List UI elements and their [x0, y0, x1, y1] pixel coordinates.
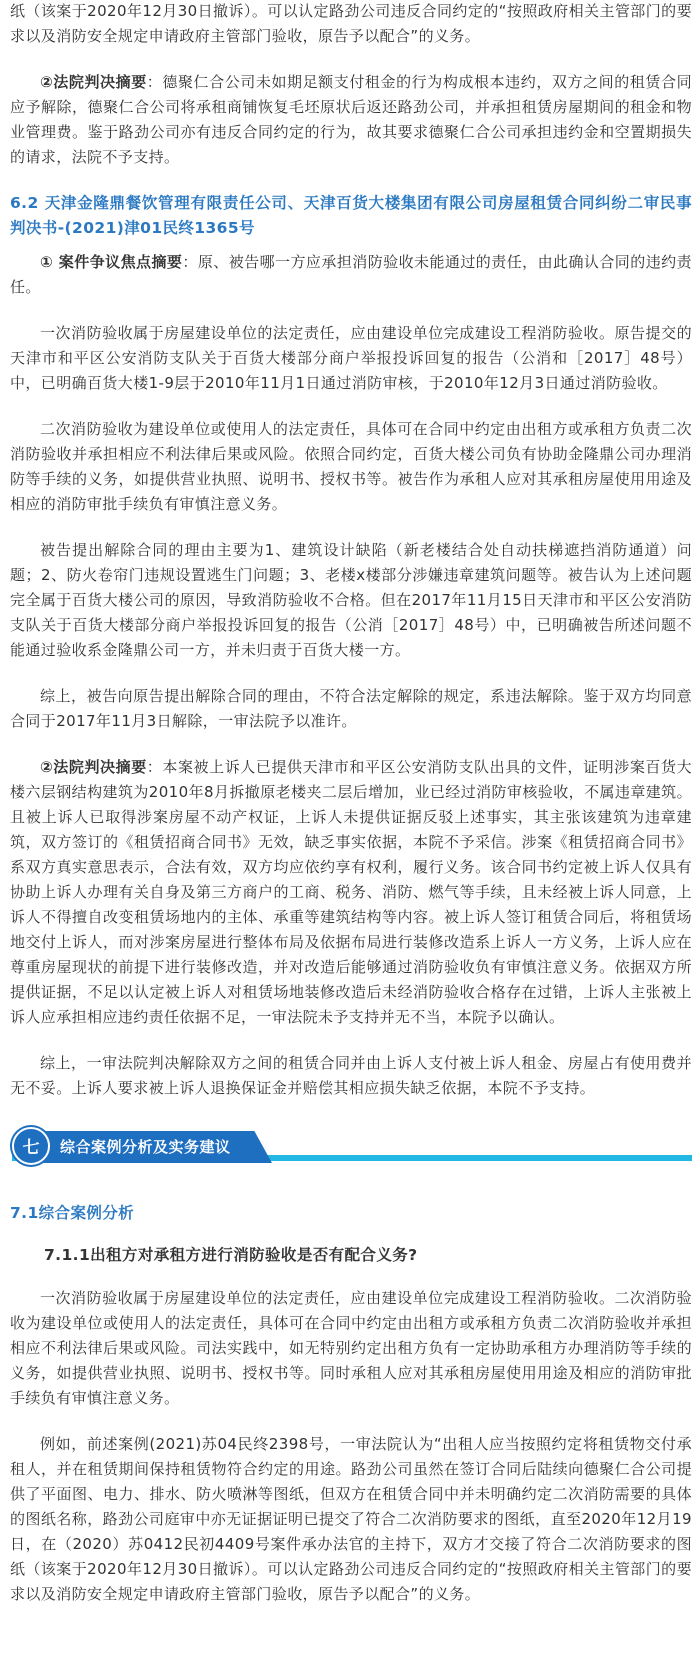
paragraph-final-conclusion: 综上，一审法院判决解除双方之间的租赁合同并由上诉人支付被上诉人租金、房屋占有使用费并无不妥。上诉人要求被上诉人退换保证金并赔偿其相应损失缺乏依据，本院不予支持。 — [10, 1054, 692, 1097]
section-heading-6-2: 6.2 天津金隆鼎餐饮管理有限责任公司、天津百货大楼集团有限公司房屋租赁合同纠纷二审民事判决书-(2021)津01民终1365号 — [10, 194, 692, 237]
paragraph-termination-reasons: 被告提出解除合同的理由主要为1、建筑设计缺陷（新老楼结合处自动扶梯遮挡消防通道）问题；2、防火卷帘门违规设置逃生门问题；3、老楼x楼部分涉嫌违章建筑问题等。被告认为上述问题完全属于百货大楼公司的原因，导致消防验收不合格。但在2017年11月15日天津市和平区公安消防支队关于百货大楼部分商户举报投诉回复的报告（公消［2017］48号）中，已明确被告所述问题不能通过验收系金隆鼎公司一方，并未归责于百货大楼一方。 — [10, 541, 692, 659]
subsection-heading-7-1-1: 7.1.1出租方对承租方进行消防验收是否有配合义务? — [44, 1246, 418, 1264]
section-heading-7-1: 7.1综合案例分析 — [10, 1204, 135, 1222]
section-banner — [12, 1127, 692, 1167]
paragraph-first-instance-conclusion: 综上，被告向原告提出解除合同的理由，不符合法定解除的规定，系违法解除。鉴于双方均同意合同于2017年11月3日解除，一审法院予以准许。 — [10, 687, 692, 730]
paragraph-second-fire-inspection: 二次消防验收为建设单位或使用人的法定责任，具体可在合同中约定由出租方或承租方负责二次消防验收并承担相应不利法律后果或风险。依照合同约定，百货大楼公司负有协助金隆鼎公司办理消防等手续的义务，如提供营业执照、说明书、授权书等。被告作为承租人应对其承租房屋使用用途及相应的消防审批手续负有审慎注意义务。 — [10, 420, 692, 513]
paragraph-example-case: 例如，前述案例(2021)苏04民终2398号，一审法院认为“出租人应当按照约定将租赁物交付承租人，并在租赁期间保持租赁物符合约定的用途。路劲公司虽然在签订合同后陆续向德聚仁合公司提供了平面图、电力、排水、防火喷淋等图纸，但双方在租赁合同中并未明确约定二次消防需要的具体的图纸名称，路劲公司庭审中亦无证据证明已提交了符合二次消防要求的图纸，直至2020年12月19日，在（2020）苏0412民初4409号案件承办法官的主持下，双方才交接了符合二次消防要求的图纸（该案于2020年12月30日撤诉）。可以认定路劲公司违反合同约定的“按照政府相关主管部门的要求以及消防安全规定申请政府主管部门验收，原告予以配合”的义务。 — [10, 1435, 692, 1603]
paragraph-analysis-7-1-1: 一次消防验收属于房屋建设单位的法定责任，应由建设单位完成建设工程消防验收。二次消防验收为建设单位或使用人的法定责任，具体可在合同中约定由出租方或承租方负责二次消防验收并承担相应不利法律后果或风险。司法实践中，如无特别约定出租方负有一定协助承租方办理消防等手续的义务，如提供营业执照、说明书、授权书等。同时承租人应对其承租房屋使用用途及相应的消防审批手续负有审慎注意义务。 — [10, 1289, 692, 1407]
dispute-focus-label: ① 案件争议焦点摘要 — [40, 253, 183, 271]
paragraph-first-fire-inspection: 一次消防验收属于房屋建设单位的法定责任，应由建设单位完成建设工程消防验收。原告提交的天津市和平区公安消防支队关于百货大楼部分商户举报投诉回复的报告（公消和［2017］48号）中，已明确百货大楼1-9层于2010年11月1日通过消防审核，于2010年12月3日通过消防验收。 — [10, 324, 692, 392]
judgment-summary-text-2: ：本案被上诉人已提供天津市和平区公安消防支队出具的文件，证明涉案百货大楼六层钢结构建筑为2010年8月拆撤原老楼夹二层后增加，业已经过消防审核验收，不属违章建筑。且被上诉人已取得涉案房屋不动产权证，上诉人未提供证据反驳上述事实，其主张该建筑为违章建筑，双方签订的《租赁招商合同书》无效，缺乏事实依据，本院不予采信。涉案《租赁招商合同书》系双方真实意思表示，合法有效，双方均应依约享有权利，履行义务。该合同书约定被上诉人仅具有协助上诉人办理有关自身及第三方商户的工商、税务、消防、燃气等手续，且未经被上诉人同意，上诉人不得擅自改变租赁场地内的主体、承重等建筑结构等内容。被上诉人签订租赁合同后，将租赁场地交付上诉人，而对涉案房屋进行整体布局及依据布局进行装修改造系上诉人一方义务，上诉人应在尊重房屋现状的前提下进行装修改造，并对改造后能够通过消防验收负有审慎注意义务。依据双方所提供证据，不足以认定被上诉人对租赁场地装修改造后未经消防验收合格存在过错，上诉人主张被上诉人应承担相应违约责任依据不足，一审法院未予支持并无不当，本院予以确认。 — [10, 758, 692, 1026]
judgment-summary-label: ②法院判决摘要 — [40, 73, 147, 91]
article-body — [10, 0, 692, 1628]
dispute-focus-text: ：原、被告哪一方应承担消防验收未能通过的责任，由此确认合同的违约责任。 — [10, 253, 692, 296]
paragraph-judgment-summary-6-1 — [10, 70, 692, 170]
judgment-summary-text: ：德聚仁合公司未如期足额支付租金的行为构成根本违约，双方之间的租赁合同应予解除，德聚仁合公司将承租商铺恢复毛坯原状后返还路劲公司，并承担租赁房屋期间的租金和物业管理费。鉴于路劲公司亦有违反合同约定的行为，故其要求德聚仁合公司承担违约金和空置期损失的请求，法院不予支持。 — [10, 73, 692, 166]
paragraph-dispute-focus — [10, 250, 692, 300]
paragraph-continuation: 纸（该案于2020年12月30日撤诉）。可以认定路劲公司违反合同约定的“按照政府相关主管部门的要求以及消防安全规定申请政府主管部门验收，原告予以配合”的义务。 — [10, 2, 692, 45]
paragraph-judgment-summary-6-2 — [10, 755, 692, 1030]
judgment-summary-label-2: ②法院判决摘要 — [40, 758, 147, 776]
banner-number-badge: 七 — [12, 1127, 50, 1165]
banner-title: 综合案例分析及实务建议 — [60, 1138, 231, 1156]
